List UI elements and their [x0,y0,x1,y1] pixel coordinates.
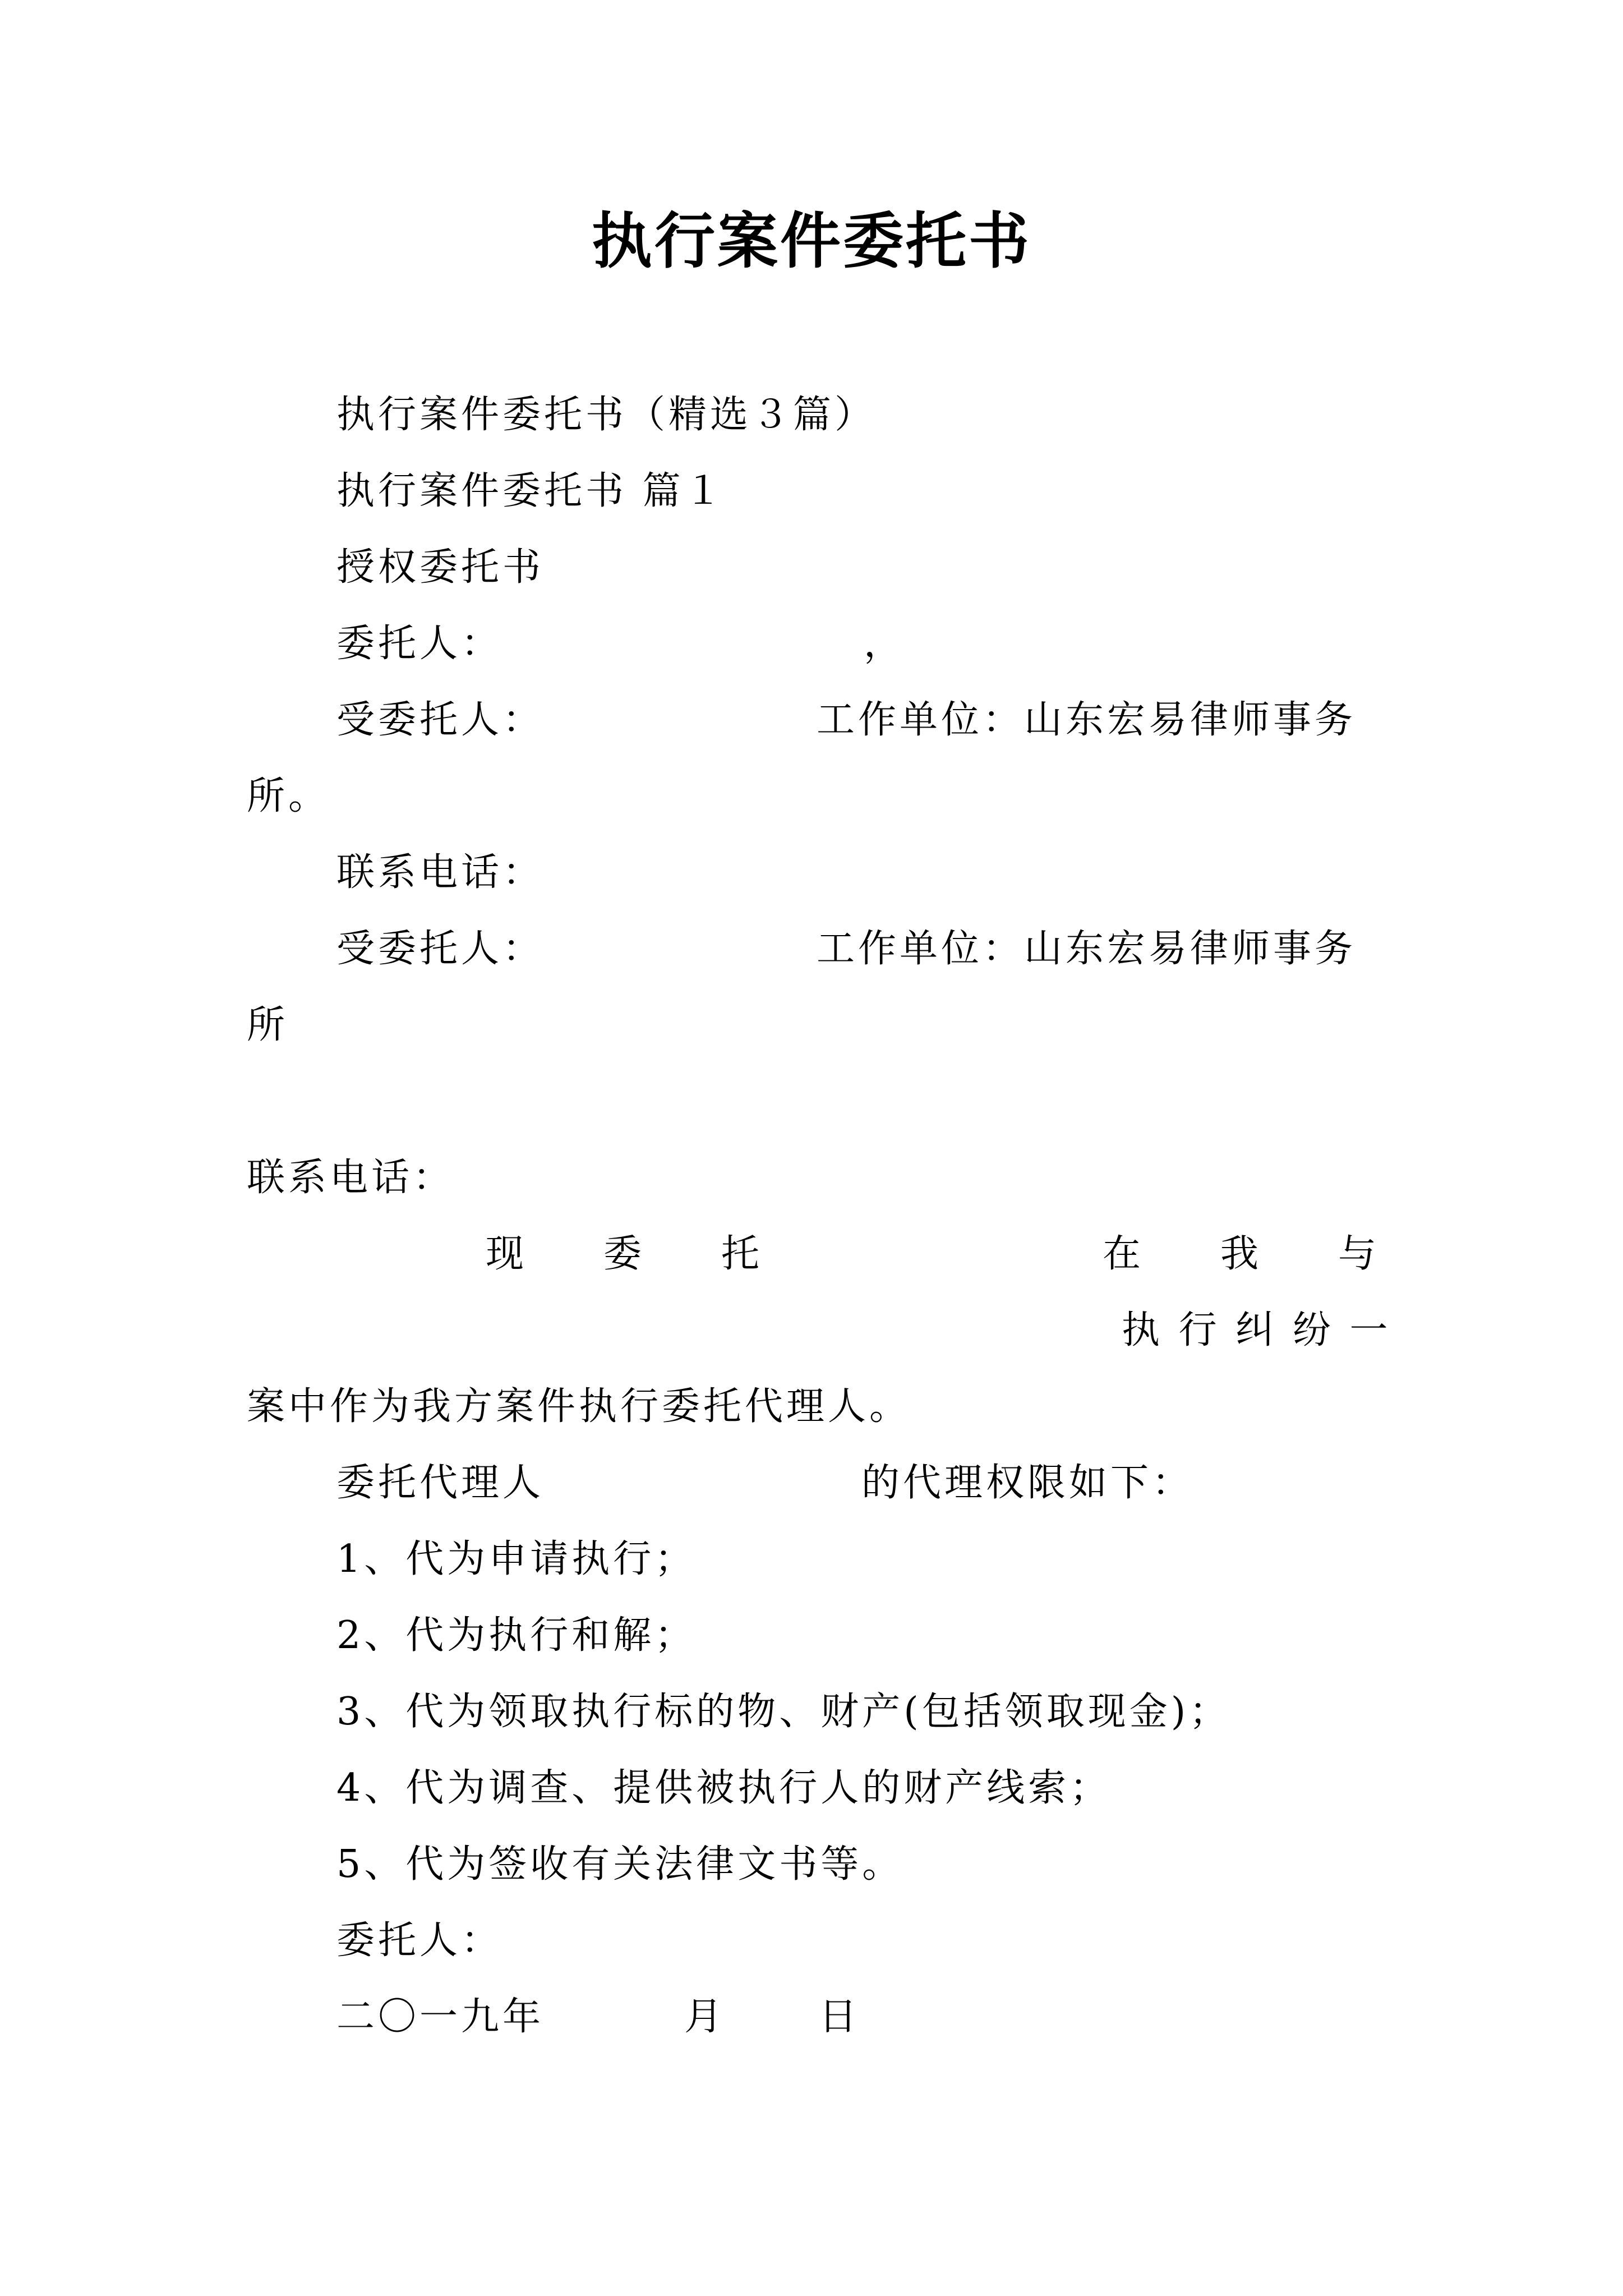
entrust-word-5: 我 [1220,1232,1262,1276]
date-month: 月 [684,1995,726,2039]
dispute-text: 执 行 纠 纷 一 [1122,1308,1391,1352]
principal-label: 委托人： [336,622,503,666]
date-day: 日 [819,1995,861,2039]
signature-label: 委托人： [336,1918,503,1963]
authority-intro-right: 的代理权限如下： [861,1461,1194,1505]
authority-item: 4、代为调查、提供被执行人的财产线索； [336,1766,1112,1810]
agent1-phone-label: 联系电话： [336,850,545,895]
principal-comma: ， [864,622,906,666]
agent2-label: 受委托人： [336,927,545,971]
agent2-work-unit-tail: 所 [247,1003,289,1047]
agent2-work-unit: 工作单位：山东宏易律师事务 [817,927,1357,971]
section-heading: 执行案件委托书 篇１ [336,469,726,513]
doc-name: 授权委托书 [336,545,545,590]
entrust-word-3: 托 [721,1232,763,1276]
authority-intro-left: 委托代理人 [336,1461,545,1505]
authority-item: 2、代为执行和解； [336,1613,697,1658]
date-year: 二〇一九年 [336,1995,545,2039]
authority-item: 1、代为申请执行； [336,1537,697,1581]
entrust-word-4: 在 [1103,1232,1145,1276]
agent1-work-unit: 工作单位：山东宏易律师事务 [817,698,1357,742]
authority-item: 5、代为签收有关法律文书等。 [336,1842,904,1887]
entrust-word-1: 现 [486,1232,528,1276]
subtitle: 执行案件委托书（精选３篇） [336,393,877,437]
agent1-work-unit-tail: 所。 [247,774,330,818]
document-title: 执行案件委托书 [591,206,1031,277]
entrust-word-2: 委 [603,1232,645,1276]
agent2-phone-label: 联系电话： [247,1156,455,1200]
agent1-label: 受委托人： [336,698,545,742]
entrust-word-6: 与 [1338,1232,1380,1276]
authority-item: 3、代为领取执行标的物、财产(包括领取现金)； [336,1690,1231,1734]
entrust-continuation: 案中作为我方案件执行委托代理人。 [247,1384,911,1429]
